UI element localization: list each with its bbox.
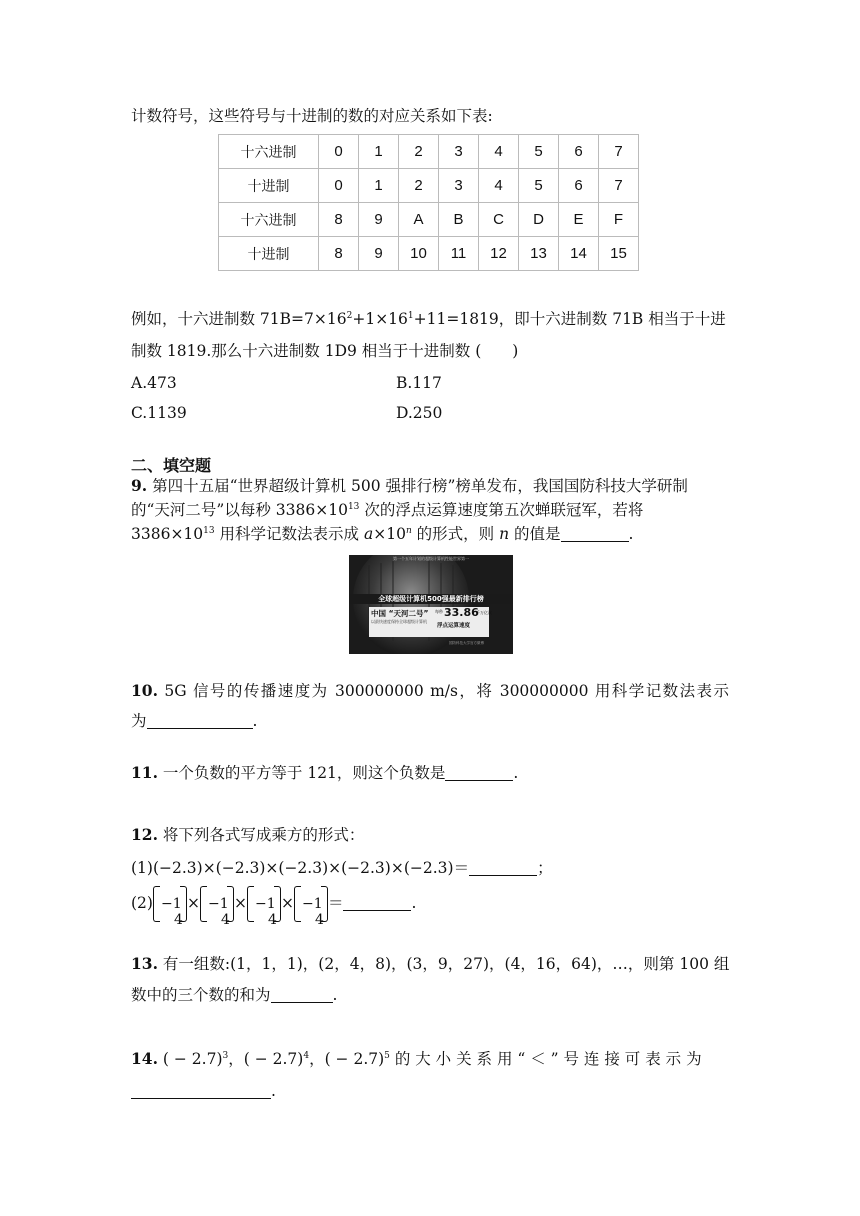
q9-text-2a: 的“天河二号”以每秒 3386×10 bbox=[131, 501, 348, 519]
image-banner: 全球超级计算机500强最新排行榜 bbox=[378, 595, 484, 603]
fraction-bracket-3: −1 4 bbox=[247, 886, 281, 922]
table-cell: 12 bbox=[479, 237, 519, 271]
q12-part2-label: (2) bbox=[131, 894, 153, 912]
table-cell: 6 bbox=[559, 169, 599, 203]
table-cell: 5 bbox=[519, 169, 559, 203]
q10-number: 10. bbox=[131, 681, 158, 700]
q14-term3: ，( − 2.7) bbox=[309, 1050, 385, 1068]
table-cell: E bbox=[559, 203, 599, 237]
table-row bbox=[219, 135, 639, 169]
image-title: 中国 “天河二号” bbox=[371, 609, 429, 618]
table-row bbox=[219, 237, 639, 271]
image-footer: 国防科技大学官方微博 bbox=[449, 641, 484, 645]
q9-line3 bbox=[131, 524, 633, 544]
q10-period: . bbox=[252, 712, 258, 730]
q8-text-c: +11=1819，即十六进制数 71B 相当于十进 bbox=[413, 310, 726, 328]
q12-part1-expr: (1)(−2.3)×(−2.3)×(−2.3)×(−2.3)×(−2.3)＝ bbox=[131, 859, 470, 877]
q11-number: 11. bbox=[131, 763, 158, 782]
fraction-bracket-4: −1 4 bbox=[294, 886, 328, 922]
table-cell: 2 bbox=[399, 169, 439, 203]
q12-part1 bbox=[131, 858, 553, 878]
q9-exponent-13b: 13 bbox=[203, 526, 215, 536]
times-sign-1: × bbox=[186, 894, 200, 912]
table-cell: 2 bbox=[399, 135, 439, 169]
table-cell: D bbox=[519, 203, 559, 237]
q12-part2 bbox=[131, 885, 417, 928]
table-cell: 3 bbox=[439, 169, 479, 203]
q14-exp2: 4 bbox=[303, 1051, 310, 1061]
hex-decimal-table bbox=[218, 134, 639, 271]
q10-line1 bbox=[131, 681, 729, 701]
q9-text-3c: 的形式，则 bbox=[411, 525, 500, 543]
q9-var-n: n bbox=[499, 525, 510, 543]
q11-answer-blank[interactable] bbox=[445, 765, 513, 781]
q14-line1 bbox=[131, 1049, 729, 1069]
q9-period: . bbox=[628, 525, 634, 543]
table-cell: 11 bbox=[439, 237, 479, 271]
table-cell: 4 bbox=[479, 135, 519, 169]
q14-exp1: 3 bbox=[222, 1051, 229, 1061]
table-cell: F bbox=[599, 203, 639, 237]
table-cell: 7 bbox=[599, 169, 639, 203]
q12-number: 12. bbox=[131, 825, 158, 844]
q9-var-a: a bbox=[363, 525, 374, 543]
q13-answer-blank[interactable] bbox=[271, 987, 333, 1003]
image-top-caption: 第一个五年计划的超级计算机性能世界第一 bbox=[393, 556, 469, 561]
q10-text-1: 5G 信号的传播速度为 300000000 m/s，将 300000000 用科学记数法表示 bbox=[164, 682, 729, 700]
table-row bbox=[219, 169, 639, 203]
table-cell: 14 bbox=[559, 237, 599, 271]
q13-line1 bbox=[131, 954, 729, 974]
image-speed-value: 33.86 bbox=[444, 606, 479, 619]
q9-answer-blank[interactable] bbox=[561, 526, 629, 542]
q13-text-2: 数中的三个数的和为 bbox=[131, 986, 271, 1004]
image-speed-label: 浮点运算速度 bbox=[437, 623, 471, 629]
table-cell: B bbox=[439, 203, 479, 237]
image-speed-unit: 千万亿次 bbox=[476, 610, 492, 615]
q9-line2 bbox=[131, 500, 643, 520]
q8-exponent-1: 2 bbox=[346, 311, 353, 321]
fraction-bracket-2: −1 4 bbox=[200, 886, 234, 922]
q14-line2 bbox=[131, 1081, 276, 1101]
supercomputer-image bbox=[349, 555, 513, 654]
q10-answer-blank[interactable] bbox=[147, 713, 253, 729]
table-cell: 8 bbox=[319, 237, 359, 271]
q9-text-1: 第四十五届“世界超级计算机 500 强排行榜”榜单发布，我国国防科技大学研制 bbox=[152, 477, 688, 495]
q8-option-c: C.1139 bbox=[131, 404, 187, 422]
supercomputer-graphic bbox=[349, 555, 513, 654]
q9-text-3b: 用科学记数法表示成 bbox=[214, 525, 364, 543]
q12-part1-end: ； bbox=[537, 859, 553, 877]
table-cell: 5 bbox=[519, 135, 559, 169]
q11-period: . bbox=[513, 764, 519, 782]
table-row-label: 十进制 bbox=[219, 169, 319, 203]
q12-line bbox=[131, 825, 364, 845]
q8-text-a: 例如，十六进制数 71B=7×16 bbox=[131, 310, 347, 328]
q9-exponent-n: n bbox=[405, 526, 412, 536]
q10-text-2: 为 bbox=[131, 712, 147, 730]
table-cell: 8 bbox=[319, 203, 359, 237]
table-cell: 6 bbox=[559, 135, 599, 169]
q9-number: 9. bbox=[131, 476, 148, 495]
times-sign-2: × bbox=[233, 894, 247, 912]
q11-line bbox=[131, 763, 518, 783]
table-cell: 4 bbox=[479, 169, 519, 203]
table-cell: 9 bbox=[359, 237, 399, 271]
q9-text-3a: 3386×10 bbox=[131, 525, 204, 543]
q12-part1-blank[interactable] bbox=[469, 860, 537, 876]
q8-text-b: +1×16 bbox=[352, 310, 408, 328]
q13-text-1: 有一组数:(1，1，1)，(2，4，8)，(3，9，27)，(4，16，64)，…，则第 100 组 bbox=[162, 955, 730, 973]
table-row-label: 十六进制 bbox=[219, 135, 319, 169]
q14-number: 14. bbox=[131, 1049, 158, 1068]
fraction-bracket-1: −1 4 bbox=[153, 886, 187, 922]
table-cell: A bbox=[399, 203, 439, 237]
table-cell: 7 bbox=[599, 135, 639, 169]
q8-option-a: A.473 bbox=[131, 374, 177, 392]
intro-text: 计数符号，这些符号与十进制的数的对应关系如下表: bbox=[131, 107, 493, 125]
q13-period: . bbox=[332, 986, 338, 1004]
q13-line2 bbox=[131, 985, 337, 1005]
q14-term1: ( − 2.7) bbox=[162, 1050, 223, 1068]
q13-number: 13. bbox=[131, 954, 158, 973]
times-sign-3: × bbox=[280, 894, 294, 912]
table-row-label: 十进制 bbox=[219, 237, 319, 271]
table-cell: 9 bbox=[359, 203, 399, 237]
section-heading-fill-blank: 二、填空题 bbox=[131, 456, 212, 475]
table-cell: 3 bbox=[439, 135, 479, 169]
q9-exponent-13: 13 bbox=[347, 502, 360, 512]
q8-exponent-2: 1 bbox=[407, 311, 414, 321]
table-row bbox=[219, 203, 639, 237]
q14-answer-blank[interactable] bbox=[131, 1083, 271, 1099]
equals-sign: ＝ bbox=[327, 894, 344, 912]
table-cell: C bbox=[479, 203, 519, 237]
q11-text: 一个负数的平方等于 121，则这个负数是 bbox=[162, 764, 446, 782]
q8-line2: 制数 1819.那么十六进制数 1D9 相当于十进制数 ( ) bbox=[131, 342, 519, 360]
q14-exp3: 5 bbox=[384, 1051, 390, 1061]
q9-line1 bbox=[131, 476, 729, 496]
image-speed-prefix: 每秒 bbox=[435, 609, 443, 614]
q14-term2: ，( − 2.7) bbox=[228, 1050, 304, 1068]
table-cell: 0 bbox=[319, 135, 359, 169]
q14-period: . bbox=[271, 1082, 276, 1100]
table-cell: 15 bbox=[599, 237, 639, 271]
table-cell: 1 bbox=[359, 169, 399, 203]
q8-option-b: B.117 bbox=[396, 374, 442, 392]
table-cell: 13 bbox=[519, 237, 559, 271]
table-cell: 0 bbox=[319, 169, 359, 203]
table-row-label: 十六进制 bbox=[219, 203, 319, 237]
q8-option-d: D.250 bbox=[396, 404, 443, 422]
q10-line2 bbox=[131, 711, 257, 731]
q9-text-3d: 的值是 bbox=[509, 525, 561, 543]
q9-times-ten: ×10 bbox=[373, 525, 406, 543]
q9-text-2b: 次的浮点运算速度第五次蝉联冠军，若将 bbox=[359, 501, 644, 519]
image-subtitle: 以最快速度保持全球超级计算机 bbox=[371, 619, 427, 624]
q8-line1 bbox=[131, 309, 726, 329]
table-cell: 1 bbox=[359, 135, 399, 169]
q12-part2-blank[interactable] bbox=[343, 895, 411, 911]
q12-part2-end: . bbox=[411, 894, 417, 912]
table-cell: 10 bbox=[399, 237, 439, 271]
q12-text: 将下列各式写成乘方的形式： bbox=[162, 826, 365, 844]
q14-text: 的 大 小 关 系 用 “ ＜ ” 号 连 接 可 表 示 为 bbox=[389, 1050, 702, 1068]
